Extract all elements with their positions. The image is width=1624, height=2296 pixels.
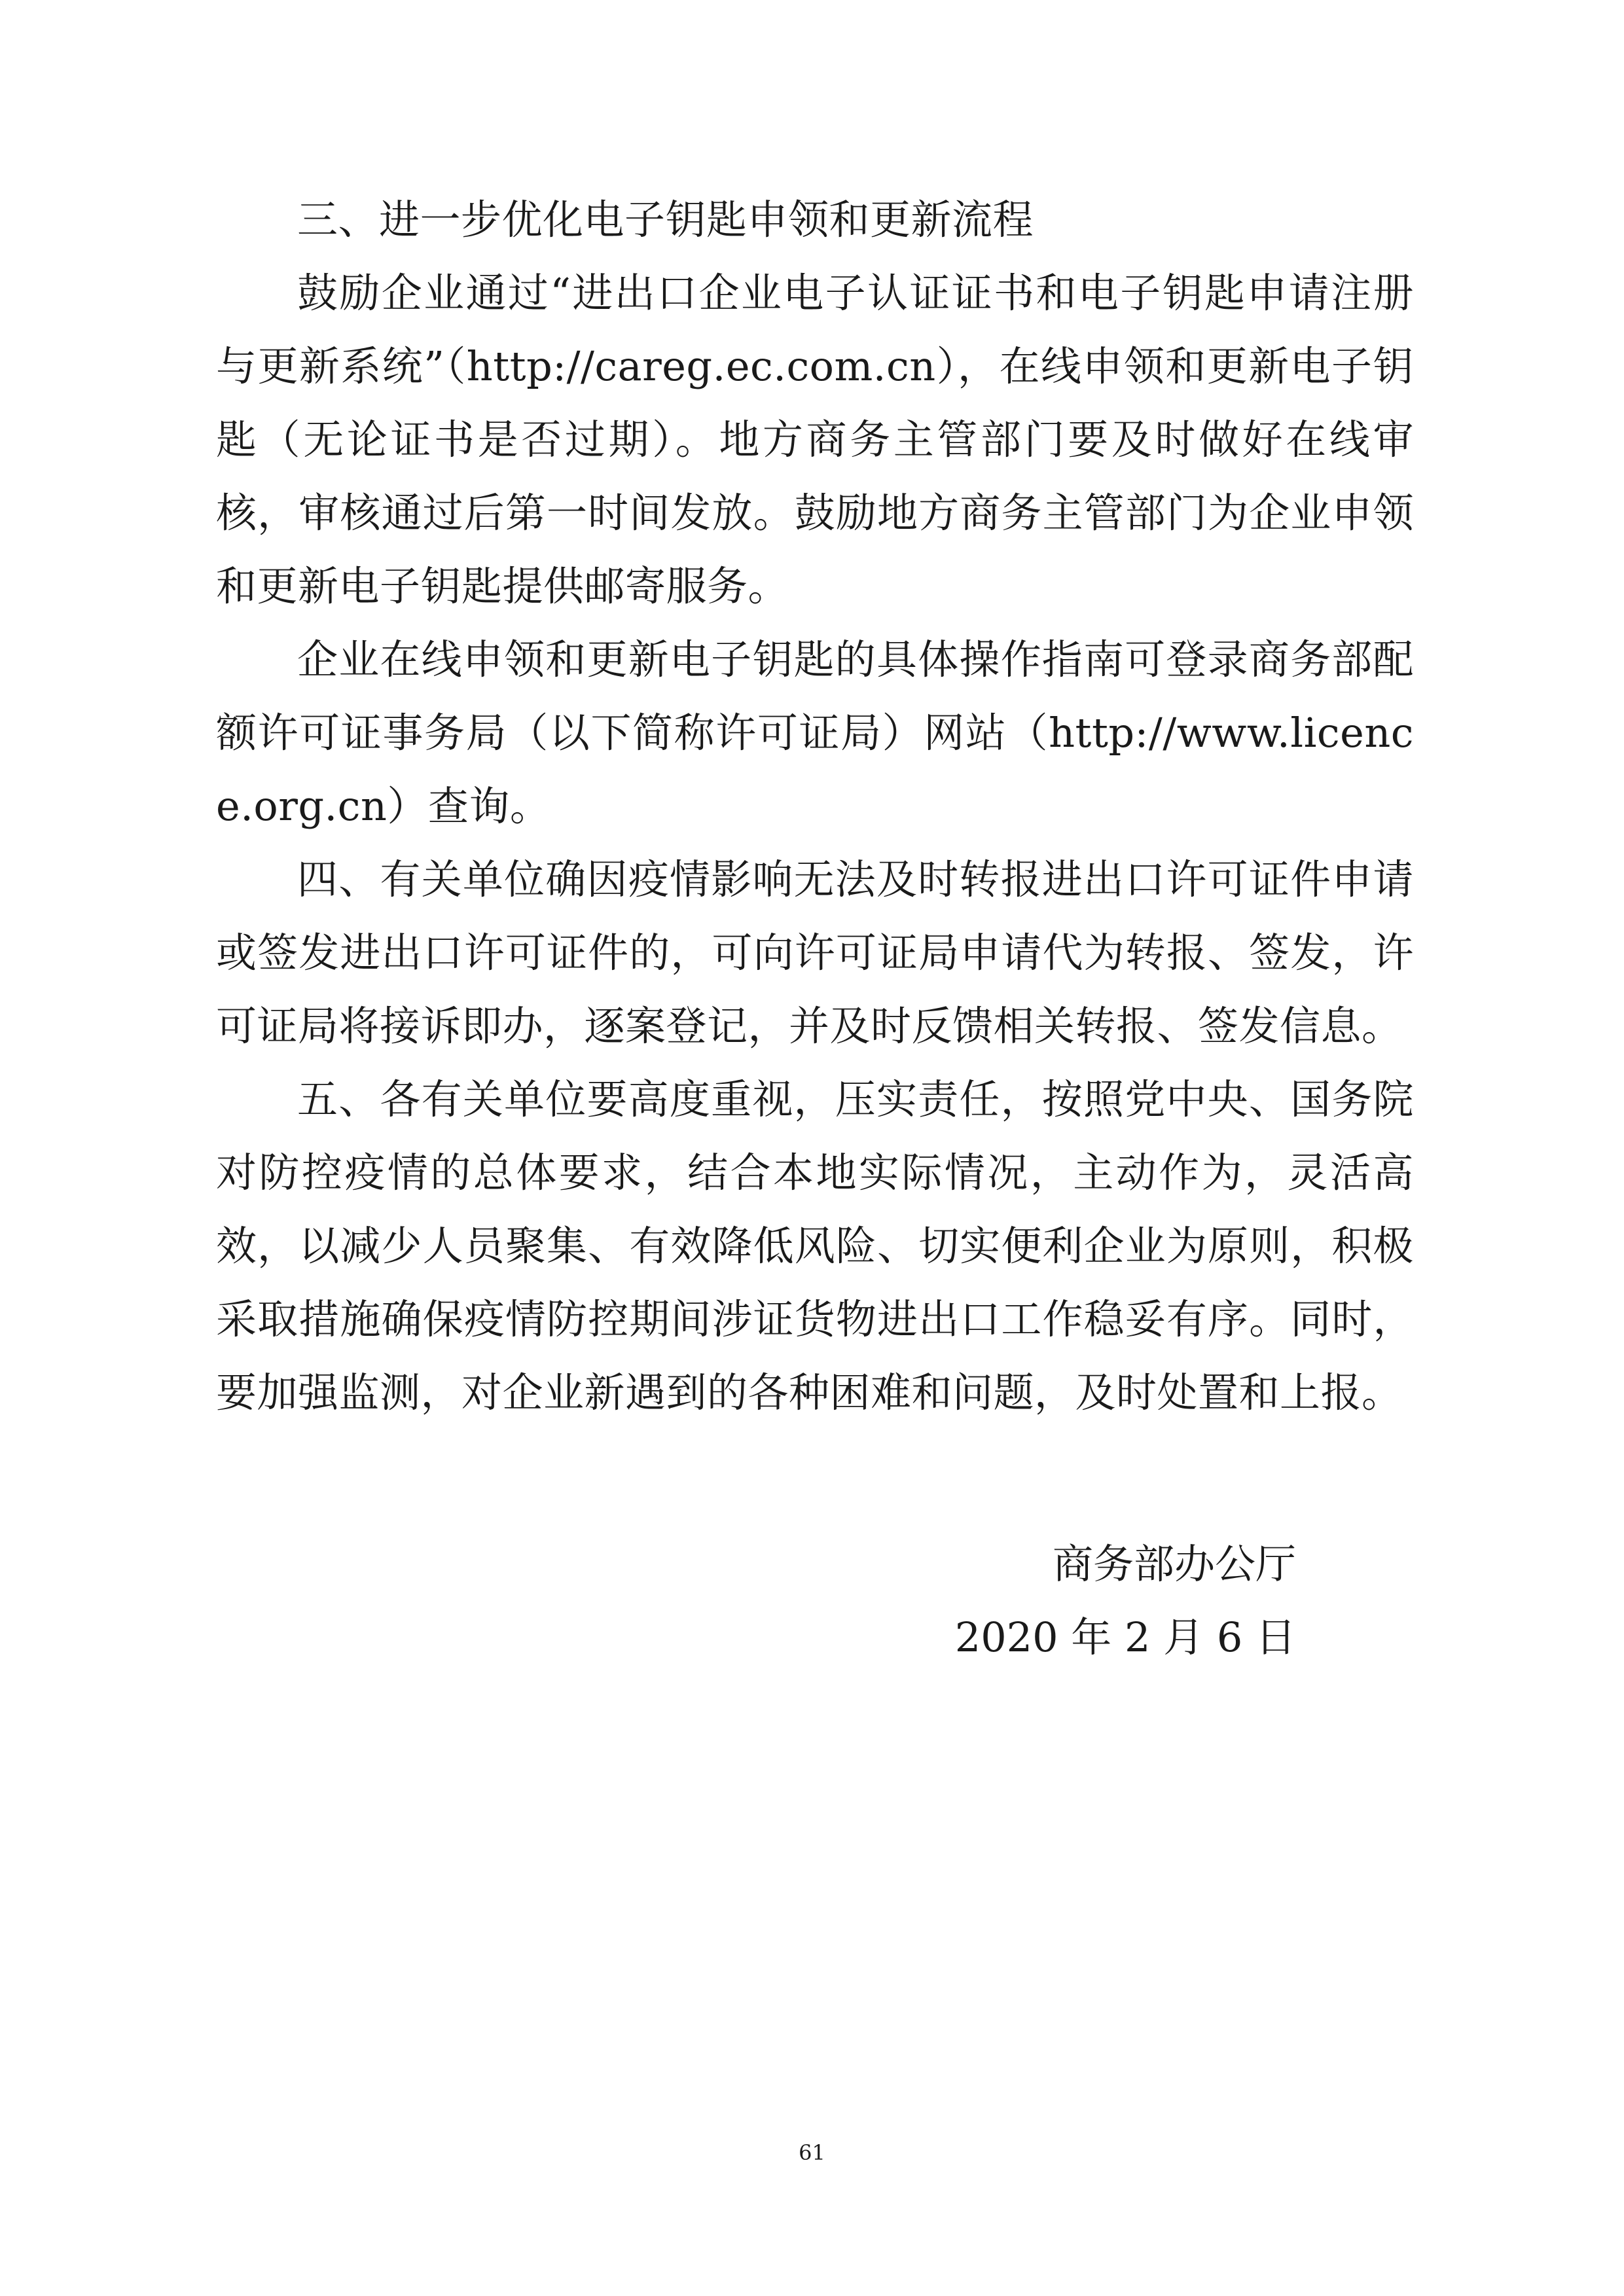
document-body xyxy=(216,183,1414,1674)
paragraph-section-three-body-2: 企业在线申领和更新电子钥匙的具体操作指南可登录商务部配额许可证事务局（以下简称许可证局）网站（http://www.licence.org.cn）查询。 xyxy=(216,636,1414,830)
page-number: 61 xyxy=(799,2140,825,2165)
paragraph-section-four: 四、有关单位确因疫情影响无法及时转报进出口许可证件申请或签发进出口许可证件的，可向许可证局申请代为转报、签发，许可证局将接诉即办，逐案登记，并及时反馈相关转报、签发信息。 xyxy=(216,855,1414,1050)
paragraph-section-five: 五、各有关单位要高度重视，压实责任，按照党中央、国务院对防控疫情的总体要求，结合本地实际情况，主动作为，灵活高效，以减少人员聚集、有效降低风险、切实便利企业为原则，积极采取措施确保疫情防控期间涉证货物进出口工作稳妥有序。同时，要加强监测，对企业新遇到的各种困难和问题，及时处置和上报。 xyxy=(216,1075,1414,1416)
section-heading-three: 三、进一步优化电子钥匙申领和更新流程 xyxy=(297,196,1034,243)
signature-issuer: 商务部办公厅 xyxy=(1052,1540,1296,1588)
signature-block xyxy=(216,1528,1414,1674)
signature-date: 2020 年 2 月 6 日 xyxy=(954,1613,1296,1661)
paragraph-section-three-body-1: 鼓励企业通过“进出口企业电子认证证书和电子钥匙申请注册与更新系统”（http://careg.ec.com.cn），在线申领和更新电子钥匙（无论证书是否过期）。地方商务主管部门要及时做好在线审核，审核通过后第一时间发放。鼓励地方商务主管部门为企业申领和更新电子钥匙提供邮寄服务。 xyxy=(216,269,1414,610)
